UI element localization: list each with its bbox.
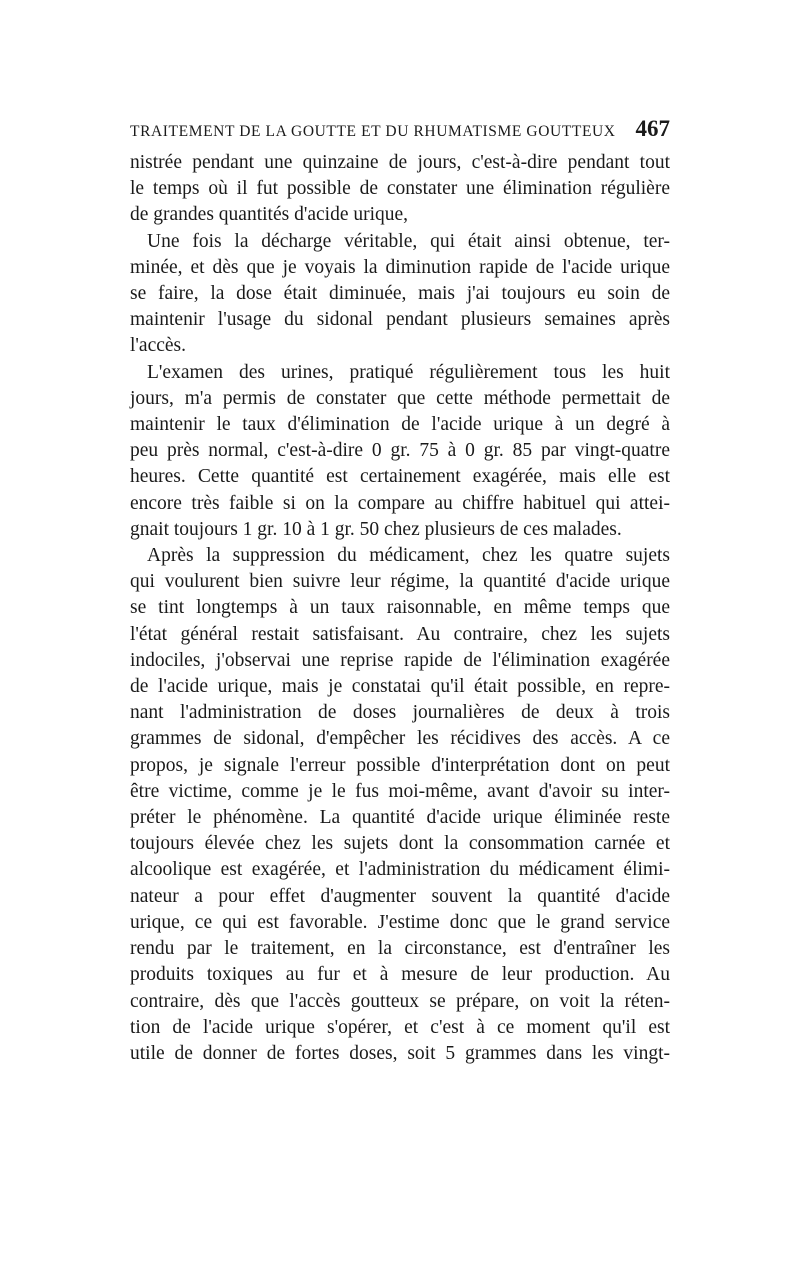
text-line: minée, et dès que je voyais la diminution rapide de l'acide urique [130, 256, 670, 278]
text-line: encore très faible si on la compare au chiffre habituel qui attei- [130, 492, 670, 514]
paragraph [130, 150, 670, 229]
body-text [130, 150, 670, 1067]
text-line: l'accès. [130, 335, 187, 357]
text-line: contraire, dès que l'accès goutteux se prépare, on voit la réten- [130, 990, 670, 1012]
text-line: utile de donner de fortes doses, soit 5 grammes dans les vingt- [130, 1042, 670, 1064]
text-line: maintenir l'usage du sidonal pendant plusieurs semaines après [130, 309, 670, 331]
text-line: tion de l'acide urique s'opérer, et c'est à ce moment qu'il est [130, 1016, 670, 1038]
text-line: indociles, j'observai une reprise rapide de l'élimination exagérée [130, 649, 670, 671]
text-line: urique, ce qui est favorable. J'estime donc que le grand service [130, 911, 670, 933]
text-line: rendu par le traitement, en la circonstance, est d'entraîner les [130, 938, 670, 960]
text-line: peu près normal, c'est-à-dire 0 gr. 75 à 0 gr. 85 par vingt-quatre [130, 440, 670, 462]
page-number: 467 [635, 116, 670, 141]
text-line: nateur a pour effet d'augmenter souvent la quantité d'acide [130, 885, 670, 907]
text-line: jours, m'a permis de constater que cette méthode permettait de [130, 387, 670, 409]
text-line: l'état général restait satisfaisant. Au contraire, chez les sujets [130, 623, 670, 645]
text-line: nistrée pendant une quinzaine de jours, c'est-à-dire pendant tout [130, 152, 670, 173]
text-line: L'examen des urines, pratiqué régulièrement tous les huit [147, 361, 670, 383]
text-line: qui voulurent bien suivre leur régime, la quantité d'acide urique [130, 571, 670, 593]
text-line: être victime, comme je le fus moi-même, avant d'avoir su inter- [130, 780, 670, 802]
text-line: Après la suppression du médicament, chez les quatre sujets [147, 545, 670, 567]
text-line: toujours élevée chez les sujets dont la consommation carnée et [130, 833, 670, 855]
text-line: nant l'administration de doses journalières de deux à trois [130, 702, 670, 724]
text-line: maintenir le taux d'élimination de l'acide urique à un degré à [130, 414, 670, 436]
text-line: de l'acide urique, mais je constatai qu'il était possible, en repre- [130, 676, 670, 698]
text-line: grammes de sidonal, d'empêcher les récidives des accès. A ce [130, 728, 670, 750]
running-title: TRAITEMENT DE LA GOUTTE ET DU RHUMATISME GOUTTEUX [130, 123, 616, 140]
text-line: se faire, la dose était diminuée, mais j'ai toujours eu soin de [130, 283, 670, 305]
text-line: produits toxiques au fur et à mesure de leur production. Au [130, 964, 670, 986]
text-line: se tint longtemps à un taux raisonnable, en même temps que [130, 597, 670, 619]
text-line: de grandes quantités d'acide urique, [130, 204, 409, 226]
text-line: préter le phénomène. La quantité d'acide urique éliminée reste [130, 807, 670, 829]
text-line: Une fois la décharge véritable, qui était ainsi obtenue, ter- [147, 230, 670, 252]
paragraph [130, 229, 670, 360]
text-line: heures. Cette quantité est certainement exagérée, mais elle est [130, 466, 670, 488]
text-line: gnait toujours 1 gr. 10 à 1 gr. 50 chez plusieurs de ces malades. [130, 518, 622, 540]
text-line: propos, je signale l'erreur possible d'interprétation dont on peut [130, 754, 670, 776]
text-line: le temps où il fut possible de constater une élimination régulière [130, 178, 670, 200]
running-head [130, 116, 670, 144]
text-line: alcoolique est exagérée, et l'administration du médicament élimi- [130, 859, 670, 881]
paragraph [130, 543, 670, 1067]
paragraph [130, 360, 670, 543]
